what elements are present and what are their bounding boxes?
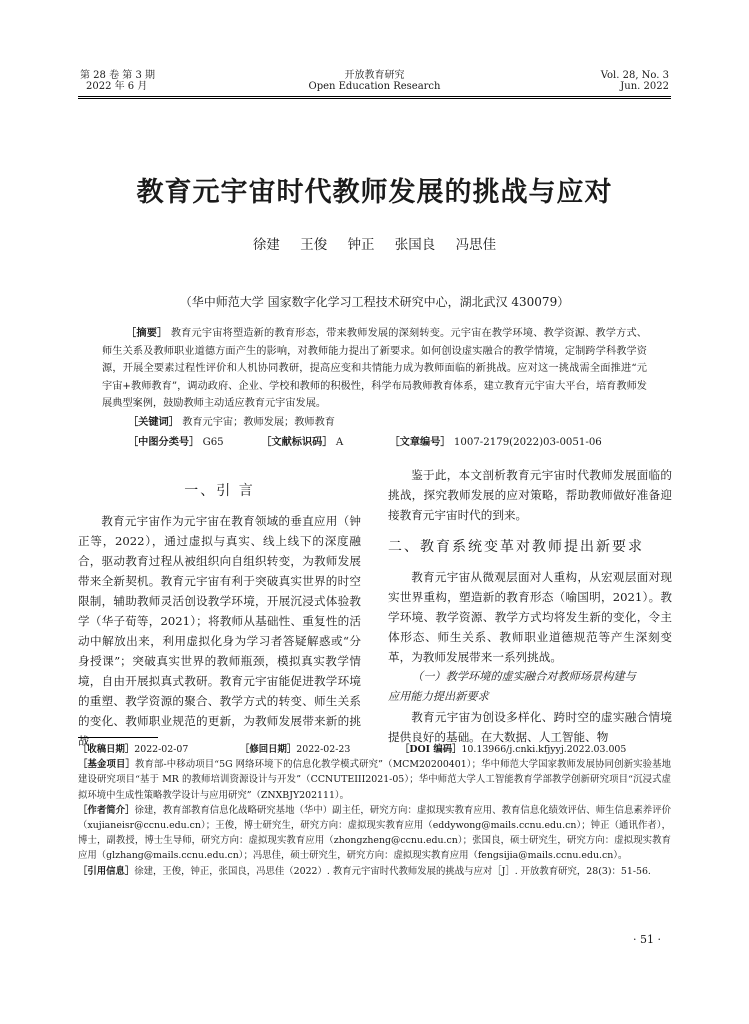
header-volume-en xyxy=(601,70,669,92)
intro-paragraph: 教育元宇宙作为元宇宙在教育领域的垂直应用（钟正等，2022），通过虚拟与真实、线上线下的深度融合，驱动教育过程从被组织向自组织转变，为教师发展带来全新契机。教育元宇宙有利于突破真实世界的时空限制，辅助教师灵活创设教学环境，开展沉浸式体验教学（华子荀等，2021）；将教师从基础性、重复性的活动中解放出来，利用虚拟化身为学习者答疑解惑或“分身授课”；突破真实世界的教师瓶颈，模拟真实教学情境，自由开展拟真式教研。教育元宇宙能促进教学环境的重塑、教学资源的聚合、教学方式的转变、师生关系的变化、教师职业规范的更新，为教师发展带来新的挑战。 xyxy=(78,514,361,748)
doi-label: ［DOI 编码］ xyxy=(400,744,462,755)
doc-value: A xyxy=(335,437,344,448)
subsection-heading-line2: 应用能力提出新要求 xyxy=(388,690,489,703)
revised-value: 2022-02-23 xyxy=(296,744,351,755)
fund-label: ［基金项目］ xyxy=(78,759,136,771)
header-date-en: Jun. 2022 xyxy=(620,81,669,92)
header-journal-cn: 开放教育研究 xyxy=(344,70,405,81)
abstract-label: ［摘要］ xyxy=(126,327,168,339)
doc-code xyxy=(261,433,386,448)
received-label: ［收稿日期］ xyxy=(78,744,135,755)
affiliation: （华中师范大学 国家数字化学习工程技术研究中心，湖北武汉 430079） xyxy=(179,295,570,309)
abstract xyxy=(102,325,647,413)
footnotes xyxy=(78,742,671,879)
funding-note xyxy=(78,757,671,803)
revised-date xyxy=(240,742,388,757)
citation-note xyxy=(78,864,671,879)
header-journal xyxy=(80,70,669,92)
keywords-text: 教育元宇宙；教师发展；教师教育 xyxy=(182,417,335,428)
article-title: 教育元宇宙时代教师发展的挑战与应对 xyxy=(136,177,613,208)
header-rule xyxy=(78,96,671,97)
art-label: ［文章编号］ xyxy=(389,436,451,448)
revised-label: ［修回日期］ xyxy=(240,744,297,755)
author-bio-text: 徐建，教育部教育信息化战略研究基地（华中）副主任，研究方向：虚拟现实教育应用、教育信息化绩效评估、师生信息素养评价（xujianeisr@ccnu.edu.cn）；王俊，博士研究生，研究方向：虚拟现实教育应用（eddywong@mails.ccnu.edu.cn）；钟正（通讯作者），博士，副教授，博士生导师，研究方向：虚拟现实教育应用（zhongzheng@ccnu.edu.cn）；张国良，硕士研究生，研究方向：虚拟现实教育应用（glzhang@mails.ccnu.edu.cn）；冯思佳，硕士研究生，研究方向：虚拟现实教育应用（fengsijia@mails.ccnu.edu.cn）。 xyxy=(78,804,671,862)
clc-value: G65 xyxy=(202,437,224,448)
author-bio-note xyxy=(78,803,671,864)
header-journal-en: Open Education Research xyxy=(308,81,441,92)
cite-text: 徐建，王俊，钟正，张国良，冯思佳（2022）. 教育元宇宙时代教师发展的挑战与应对［J］. 开放教育研究，28(3)：51-56. xyxy=(134,865,651,877)
keywords xyxy=(128,413,647,428)
doi xyxy=(400,742,626,757)
header-volume-issue: 第 28 卷 第 3 期 xyxy=(80,70,155,81)
section-heading-intro: 一、引 言 xyxy=(184,483,255,499)
received-value: 2022-02-07 xyxy=(134,744,189,755)
received-date xyxy=(78,742,228,757)
author-list: 徐建 王俊 钟正 张国良 冯思佳 xyxy=(252,237,497,253)
subsection-paragraph: 教育元宇宙为创设多样化、跨时空的虚实融合情境提供良好的基础。在大数据、人工智能、物 xyxy=(388,710,672,744)
footnote-rule xyxy=(78,737,158,738)
section2-paragraph: 教育元宇宙从微观层面对人重构，从宏观层面对现实世界重构，塑造新的教育形态（喻国明，2021）。教学环境、教学资源、教学方式均将发生新的变化，令主体形态、师生关系、教师职业道德规范等产生深刻变革，为教师发展带来一系列挑战。 xyxy=(388,570,672,664)
subsection-heading-line1: （一）教学环境的虚实融合对教师场景构建与 xyxy=(412,670,636,683)
cite-label: ［引用信息］ xyxy=(78,865,135,877)
header-date: 2022 年 6 月 xyxy=(86,81,148,92)
header-rule-double xyxy=(78,98,671,99)
left-column xyxy=(78,477,361,751)
fund-text: 教育部-中移动项目“5G 网络环境下的信息化教学模式研究”（MCM20200401）；华中师范大学国家教师发展协同创新实验基地建设研究项目“基于 MR 的教师培训资源设计与开发”（CCNUTEIII2021-05）；华中师范大学人工智能教育学部教学创新研究项目“沉浸式虚拟环境中生成性策略教学设计与应用研究”（ZNXBJY202111）。 xyxy=(78,759,671,801)
art-value: 1007-2179(2022)03-0051-06 xyxy=(453,437,602,448)
doi-value: 10.13966/j.cnki.kfjyyj.2022.03.005 xyxy=(461,744,627,755)
intro-continuation: 鉴于此，本文剖析教育元宇宙时代教师发展面临的挑战，探究教师发展的应对策略，帮助教师做好准备迎接教育元宇宙时代的到来。 xyxy=(388,468,672,522)
section-heading-2: 二、教育系统变革对教师提出新要求 xyxy=(388,539,644,555)
header-vol-no-en: Vol. 28, No. 3 xyxy=(600,70,669,81)
keywords-label: ［关键词］ xyxy=(128,416,179,428)
footnote-dates xyxy=(78,742,671,757)
page-number: · 51 · xyxy=(633,933,661,946)
clc-code xyxy=(128,433,258,448)
right-column xyxy=(388,465,672,747)
clc-label: ［中图分类号］ xyxy=(128,436,200,448)
abstract-text: 教育元宇宙将塑造新的教育形态，带来教师发展的深刻转变。元宇宙在教学环境、教学资源、教学方式、师生关系及教师职业道德方面产生的影响，对教师能力提出了新要求。如何创设虚实融合的教学情境，定制跨学科教学资源，开展全要素过程性评价和人机协同教研，提高应变和共情能力成为教师面临的新挑战。应对这一挑战需全面推进“元宇宙+教师教育”，调动政府、企业、学校和教师的积极性，科学布局教师教育体系，建立教育元宇宙大平台，培育教师发展典型案例，鼓励教师主动适应教育元宇宙发展。 xyxy=(102,328,647,409)
classification-line xyxy=(128,433,647,448)
doc-label: ［文献标识码］ xyxy=(261,436,333,448)
running-header xyxy=(80,70,669,96)
author-bio-label: ［作者简介］ xyxy=(78,804,135,816)
article-number xyxy=(390,433,602,448)
